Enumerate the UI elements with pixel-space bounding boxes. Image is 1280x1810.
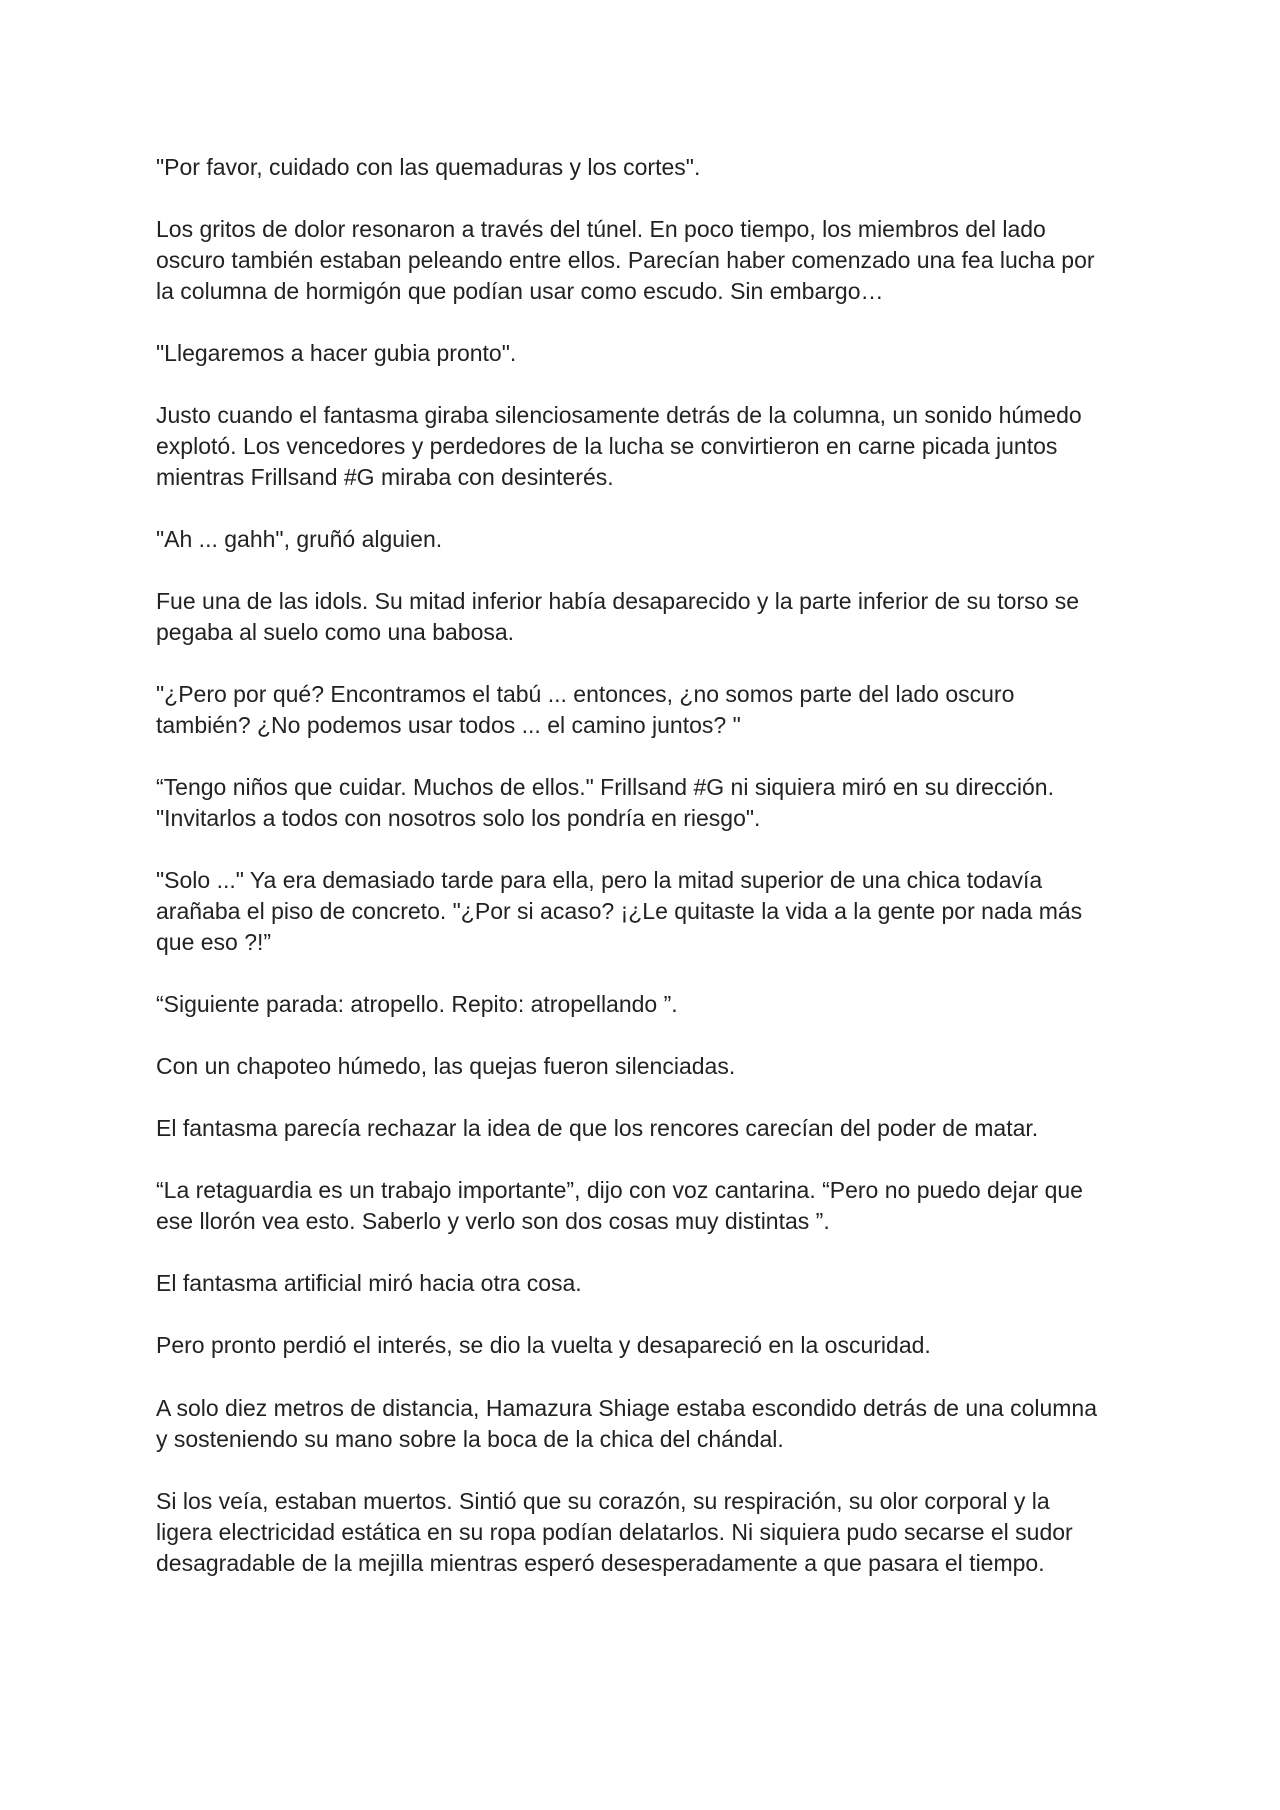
paragraph: Pero pronto perdió el interés, se dio la vuelta y desapareció en la oscuridad. bbox=[156, 1332, 931, 1358]
document-body bbox=[156, 152, 1146, 1610]
paragraph: Fue una de las idols. Su mitad inferior había desaparecido y la parte inferior de su torso se pegaba al suelo como una babosa. bbox=[156, 588, 1080, 645]
paragraph: “La retaguardia es un trabajo importante”, dijo con voz cantarina. “Pero no puedo dejar que ese llorón vea esto. Saberlo y verlo son dos cosas muy distintas ”. bbox=[156, 1177, 1083, 1234]
paragraph: "Ah ... gahh", gruñó alguien. bbox=[156, 526, 443, 552]
paragraph: “Tengo niños que cuidar. Muchos de ellos." Frillsand #G ni siquiera miró en su dirección. "Invitarlos a todos con nosotros solo los pondría en riesgo". bbox=[156, 774, 1054, 831]
paragraph: El fantasma parecía rechazar la idea de que los rencores carecían del poder de matar. bbox=[156, 1115, 1039, 1141]
paragraph: Justo cuando el fantasma giraba silenciosamente detrás de la columna, un sonido húmedo explotó. Los vencedores y perdedores de la lucha se convirtieron en carne picada juntos mientras Frillsand #G miraba con desinterés. bbox=[156, 402, 1082, 490]
paragraph: Los gritos de dolor resonaron a través del túnel. En poco tiempo, los miembros del lado oscuro también estaban peleando entre ellos. Parecían haber comenzado una fea lucha por la columna de hormigón que podían usar como escudo. Sin embargo… bbox=[156, 216, 1095, 304]
paragraph: "Llegaremos a hacer gubia pronto". bbox=[156, 340, 517, 366]
paragraph: A solo diez metros de distancia, Hamazura Shiage estaba escondido detrás de una columna y sosteniendo su mano sobre la boca de la chica del chándal. bbox=[156, 1395, 1098, 1452]
paragraph: El fantasma artificial miró hacia otra cosa. bbox=[156, 1270, 582, 1296]
paragraph: "Solo ..." Ya era demasiado tarde para ella, pero la mitad superior de una chica todavía arañaba el piso de concreto. "¿Por si acaso? ¡¿Le quitaste la vida a la gente por nada más que eso ?!” bbox=[156, 867, 1083, 955]
paragraph: Con un chapoteo húmedo, las quejas fueron silenciadas. bbox=[156, 1053, 736, 1079]
paragraph: "Por favor, cuidado con las quemaduras y los cortes". bbox=[156, 154, 701, 180]
paragraph: "¿Pero por qué? Encontramos el tabú ... entonces, ¿no somos parte del lado oscuro también? ¿No podemos usar todos ... el camino juntos? " bbox=[156, 681, 1015, 738]
paragraph: Si los veía, estaban muertos. Sintió que su corazón, su respiración, su olor corporal y la ligera electricidad estática en su ropa podían delatarlos. Ni siquiera pudo secarse el sudor desagradable de la mejilla mientras esperó desesperadamente a que pasara el tiempo. bbox=[156, 1488, 1073, 1576]
paragraph: “Siguiente parada: atropello. Repito: atropellando ”. bbox=[156, 991, 678, 1017]
